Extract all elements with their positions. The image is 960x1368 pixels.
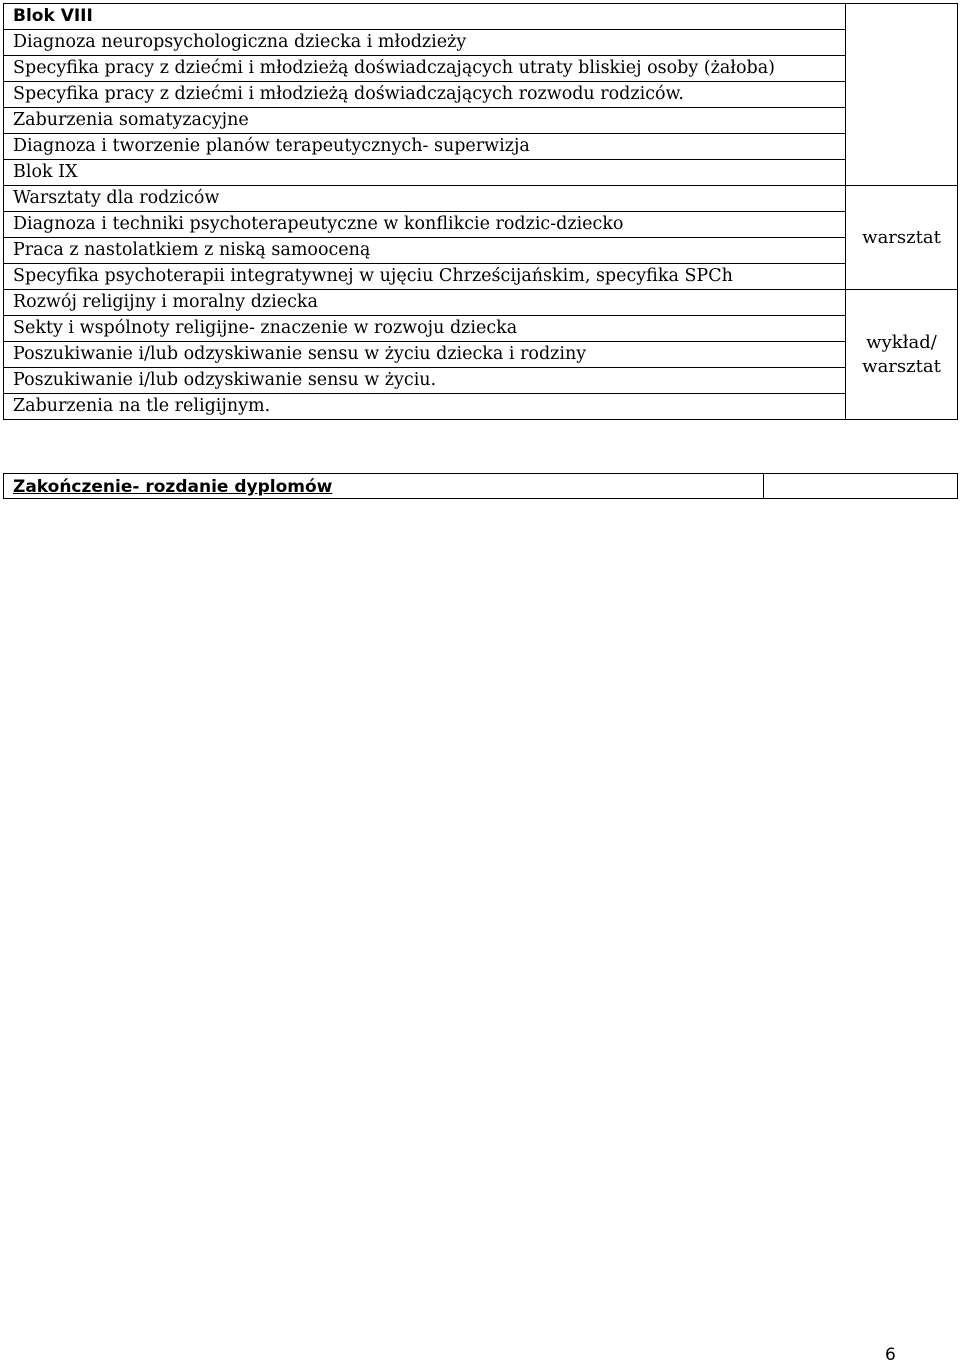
topic-row: Specyfika pracy z dziećmi i młodzieżą doświadczających rozwodu rodziców. bbox=[4, 82, 846, 108]
program-table bbox=[3, 3, 958, 420]
topic-row: Poszukiwanie i/lub odzyskiwanie sensu w życiu dziecka i rodziny bbox=[4, 342, 846, 368]
topic-row: Sekty i wspólnoty religijne- znaczenie w rozwoju dziecka bbox=[4, 316, 846, 342]
form-cell-warsztat: warsztat bbox=[846, 186, 958, 290]
topic-row: Specyfika pracy z dziećmi i młodzieżą doświadczających utraty bliskiej osoby (żałoba) bbox=[4, 56, 846, 82]
topic-row: Zaburzenia somatyzacyjne bbox=[4, 108, 846, 134]
form-cell-empty bbox=[846, 4, 958, 186]
topic-row: Warsztaty dla rodziców bbox=[4, 186, 846, 212]
topic-row: Specyfika psychoterapii integratywnej w ujęciu Chrześcijańskim, specyfika SPCh bbox=[4, 264, 846, 290]
form-cell-wyklad-warsztat: wykład/ warsztat bbox=[846, 290, 958, 420]
page-number: 6 bbox=[885, 1345, 896, 1365]
topic-row: Zaburzenia na tle religijnym. bbox=[4, 394, 846, 420]
topic-row: Praca z nastolatkiem z niską samooceną bbox=[4, 238, 846, 264]
topic-row: Poszukiwanie i/lub odzyskiwanie sensu w życiu. bbox=[4, 368, 846, 394]
block-heading-viii: Blok VIII bbox=[4, 4, 846, 30]
ending-empty-cell bbox=[764, 474, 958, 499]
topic-row: Rozwój religijny i moralny dziecka bbox=[4, 290, 846, 316]
block-heading-ix: Blok IX bbox=[4, 160, 846, 186]
topic-row: Diagnoza i techniki psychoterapeutyczne w konflikcie rodzic-dziecko bbox=[4, 212, 846, 238]
ending-label: Zakończenie- rozdanie dyplomów bbox=[4, 474, 764, 499]
topic-row: Diagnoza i tworzenie planów terapeutycznych- superwizja bbox=[4, 134, 846, 160]
topic-row: Diagnoza neuropsychologiczna dziecka i młodzieży bbox=[4, 30, 846, 56]
ending-table bbox=[3, 473, 958, 499]
